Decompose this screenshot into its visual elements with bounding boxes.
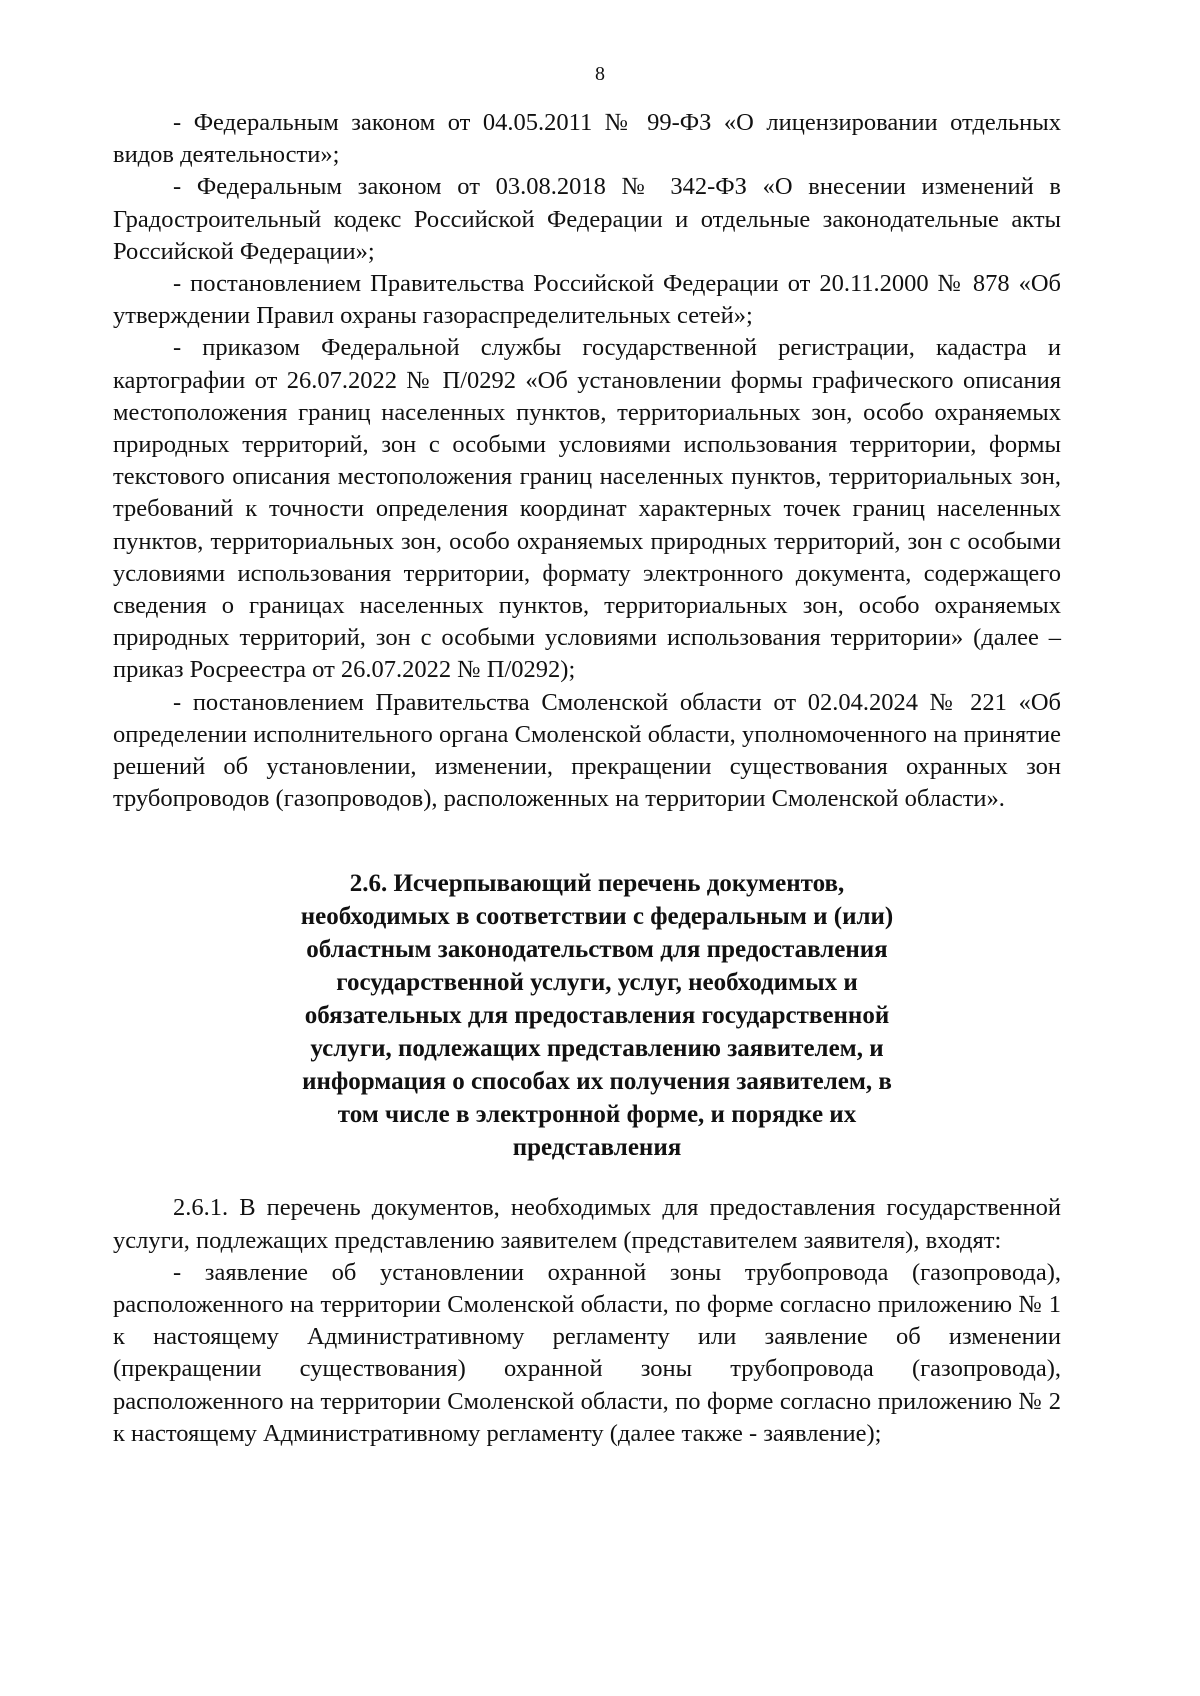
- heading-line: областным законодательством для предоставления: [306, 936, 888, 964]
- heading-line: государственной услуги, услуг, необходимых и: [336, 969, 858, 997]
- paragraph-law-99fz: - Федеральным законом от 04.05.2011 № 99-ФЗ «О лицензировании отдельных видов деятельности»;: [113, 109, 1061, 169]
- paragraph-law-342fz: - Федеральным законом от 03.08.2018 № 342-ФЗ «О внесении изменений в Градостроительный кодекс Российской Федерации и отдельные законодательные акты Российской Федерации»;: [113, 173, 1061, 265]
- paragraph-2-6-1: 2.6.1. В перечень документов, необходимых для предоставления государственной услуги, подлежащих представлению заявителем (представителем заявителя), входят:: [113, 1194, 1061, 1254]
- heading-line: информация о способах их получения заявителем, в: [302, 1068, 892, 1096]
- heading-line: необходимых в соответствии с федеральным и (или): [300, 903, 894, 931]
- heading-line: представления: [512, 1134, 682, 1162]
- heading-line: том числе в электронной форме, и порядке их: [337, 1101, 857, 1129]
- document-body: [113, 107, 1061, 1450]
- paragraph-application-item: - заявление об установлении охранной зоны трубопровода (газопровода), расположенного на территории Смоленской области, по форме согласно приложению № 1 к настоящему Административному регламенту или заявление об изменении (прекращении существования) охранной зоны трубопровода (газопровода), расположенного на территории Смоленской области, по форме согласно приложению № 2 к настоящему Административному регламенту (далее также - заявление);: [113, 1258, 1061, 1447]
- page-number: 8: [595, 63, 605, 85]
- section-heading-2-6: [113, 867, 1061, 1164]
- heading-line: обязательных для предоставления государственной: [304, 1002, 890, 1030]
- paragraph-resolution-smolensk-221: - постановлением Правительства Смоленской области от 02.04.2024 № 221 «Об определении исполнительного органа Смоленской области, уполномоченного на принятие решений об установлении, изменении, прекращении существования охранных зон трубопроводов (газопроводов), расположенных на территории Смоленской области».: [113, 688, 1061, 813]
- paragraph-order-rosreestr: - приказом Федеральной службы государственной регистрации, кадастра и картографии от 26.07.2022 № П/0292 «Об установлении формы графического описания местоположения границ населенных пунктов, территориальных зон, особо охраняемых природных территорий, зон с особыми условиями использования территории, формы текстового описания местоположения границ населенных пунктов, территориальных зон, требований к точности определения координат характерных точек границ населенных пунктов, территориальных зон, особо охраняемых природных территорий, зон с особыми условиями использования территории, формату электронного документа, содержащего сведения о границах населенных пунктов, территориальных зон, особо охраняемых природных территорий, зон с особыми условиями использования территории» (далее – приказ Росреестра от 26.07.2022 № П/0292);: [113, 334, 1061, 684]
- heading-line: услуги, подлежащих представлению заявителем, и: [310, 1035, 884, 1063]
- heading-line: 2.6. Исчерпывающий перечень документов,: [349, 870, 845, 898]
- paragraph-resolution-878: - постановлением Правительства Российской Федерации от 20.11.2000 № 878 «Об утверждении Правил охраны газораспределительных сетей»;: [113, 270, 1061, 330]
